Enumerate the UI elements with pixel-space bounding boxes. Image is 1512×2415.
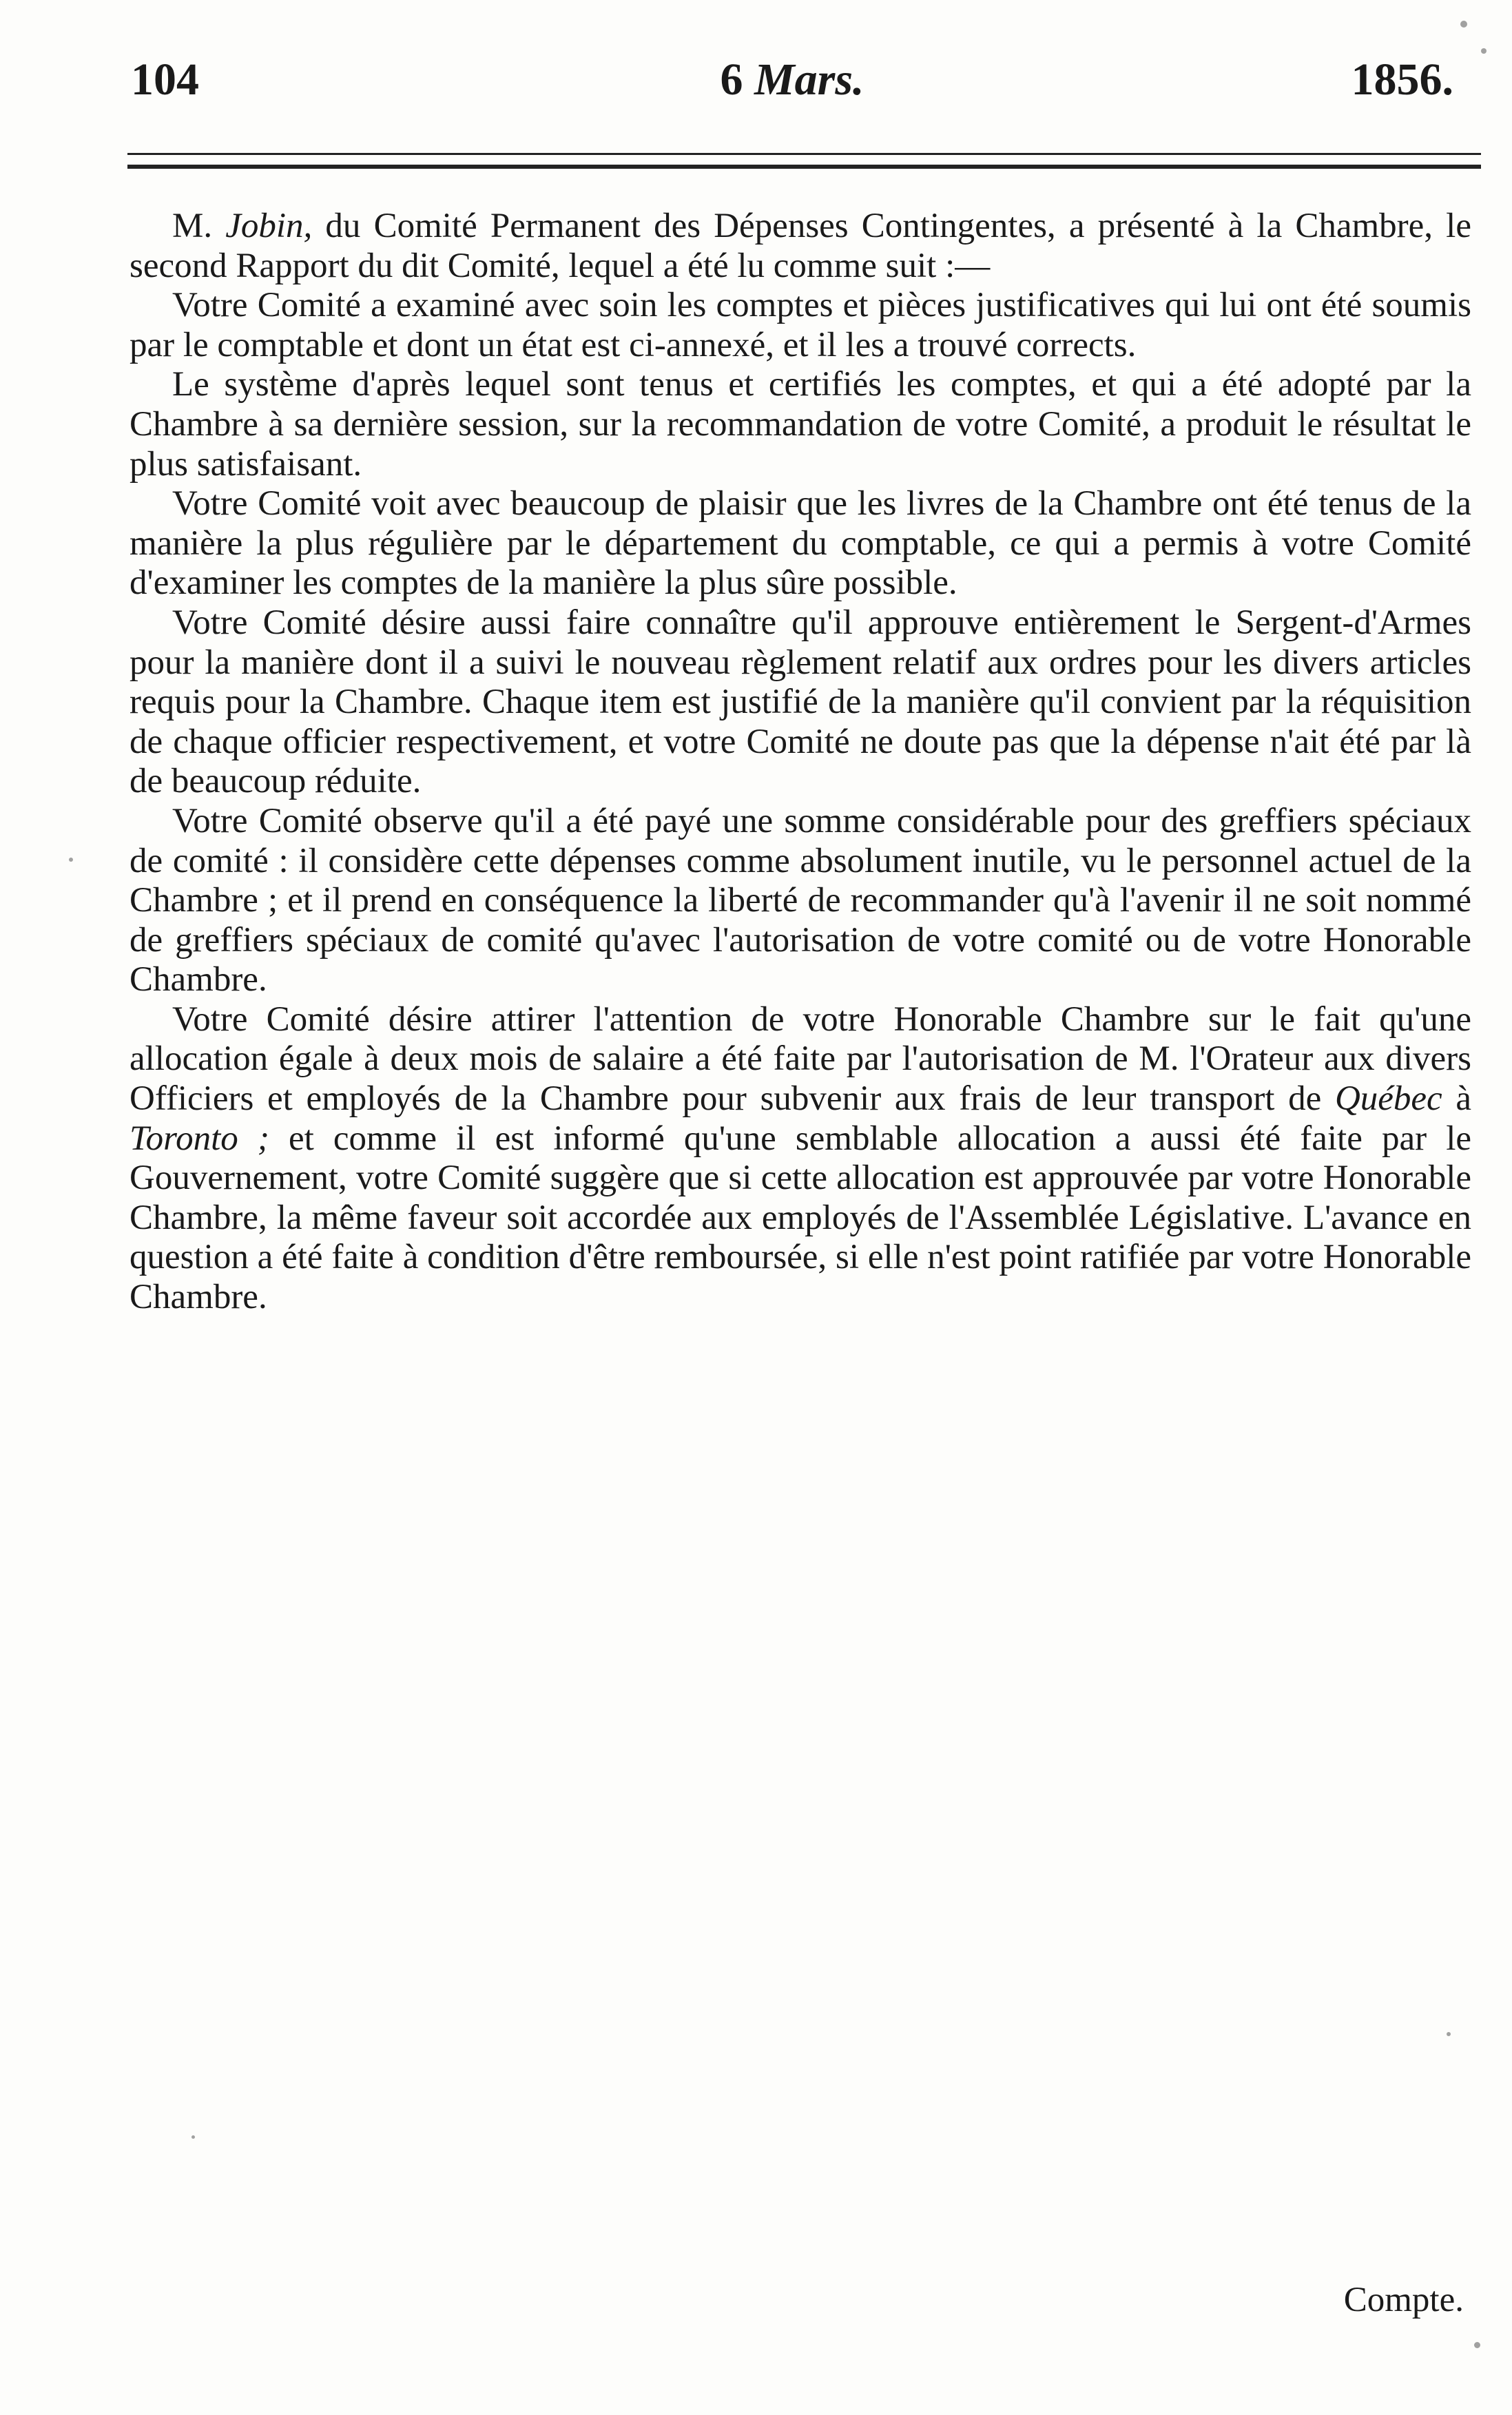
running-header bbox=[131, 40, 1453, 116]
paragraph-1-rest: du Comité Permanent des Dépenses Contingentes, a présenté à la Chambre, le second Rapport du dit Comité, lequel a été lu comme suit :— bbox=[130, 207, 1471, 285]
paragraph-7-part1: Votre Comité désire attirer l'attention de votre Honorable Chambre sur le fait qu'une allocation égale à deux mois de salaire a été faite par l'autorisation de M. l'Orateur aux divers Officiers et employés de la Chambre pour subvenir aux frais de leur transport de bbox=[130, 999, 1471, 1119]
paragraph-7-part3: et comme il est informé qu'une semblable allocation a aussi été faite par le Gouvernement, votre Comité suggère que si cette allocation est approuvée par votre Honorable Chambre, la même faveur soit accordée aux employés de l'Assemblée Législative. L'avance en question a été faite à condition d'être remboursée, si elle n'est point ratifiée par votre Honorable Chambre. bbox=[130, 1119, 1472, 1317]
paragraph-5: Votre Comité désire aussi faire connaître qu'il approuve entièrement le Sergent-d'Armes pour la manière dont il a suivi le nouveau règlement relatif aux ordres pour les divers articles requis pour la Chambre. Chaque item est justifié de la manière qu'il convient par la réquisition de chaque officier respectivement, et votre Comité ne doute pas que la dépense n'ait été par là de beaucoup réduite. bbox=[130, 603, 1471, 801]
paragraph-7-part2: à bbox=[1442, 1079, 1471, 1119]
paragraph-7 bbox=[130, 1000, 1471, 1318]
paragraph-4: Votre Comité voit avec beaucoup de plaisir que les livres de la Chambre ont été tenus de la manière la plus régulière par le département du comptable, ce qui a permis à votre Comité d'examiner les comptes de la manière la plus sûre possible. bbox=[130, 484, 1471, 603]
place-quebec: Québec bbox=[1334, 1079, 1442, 1119]
paragraph-3: Le système d'après lequel sont tenus et certifiés les comptes, et qui a été adopté par la Chambre à sa dernière session, sur la recommandation de votre Comité, a produit le résultat le plus satisfaisant. bbox=[130, 365, 1471, 484]
member-name: Jobin, bbox=[225, 207, 313, 245]
header-rule bbox=[127, 153, 1481, 169]
place-toronto: Toronto ; bbox=[130, 1119, 269, 1158]
scan-speck bbox=[1460, 21, 1467, 28]
scan-speck bbox=[69, 858, 73, 862]
paragraph-6: Votre Comité observe qu'il a été payé une somme considérable pour des greffiers spéciaux de comité : il considère cette dépenses comme absolument inutile, vu le personnel actuel de la Chambre ; et il prend en conséquence la liberté de recommander qu'à l'avenir il ne soit nommé de greffiers spéciaux de comité qu'avec l'autorisation de votre comité ou de votre Honorable Chambre. bbox=[130, 801, 1471, 999]
paragraph-1-prefix: M. bbox=[172, 207, 226, 245]
header-year: 1856. bbox=[1351, 54, 1453, 105]
paragraph-2: Votre Comité a examiné avec soin les comptes et pièces justificatives qui lui ont été soumis par le comptable et dont un état est ci-annexé, et il les a trouvé corrects. bbox=[130, 286, 1471, 364]
report-text bbox=[130, 207, 1471, 1318]
scan-speck bbox=[1474, 2342, 1480, 2348]
header-date-month: Mars. bbox=[754, 54, 864, 105]
scan-speck bbox=[1447, 2032, 1451, 2036]
paragraph-1 bbox=[130, 207, 1471, 286]
page-number: 104 bbox=[131, 54, 199, 105]
header-date-day: 6 bbox=[720, 54, 743, 105]
header-date bbox=[131, 54, 1453, 106]
scan-speck bbox=[191, 2135, 195, 2139]
scan-speck bbox=[1481, 48, 1487, 54]
catchword: Compte. bbox=[1343, 2281, 1464, 2319]
